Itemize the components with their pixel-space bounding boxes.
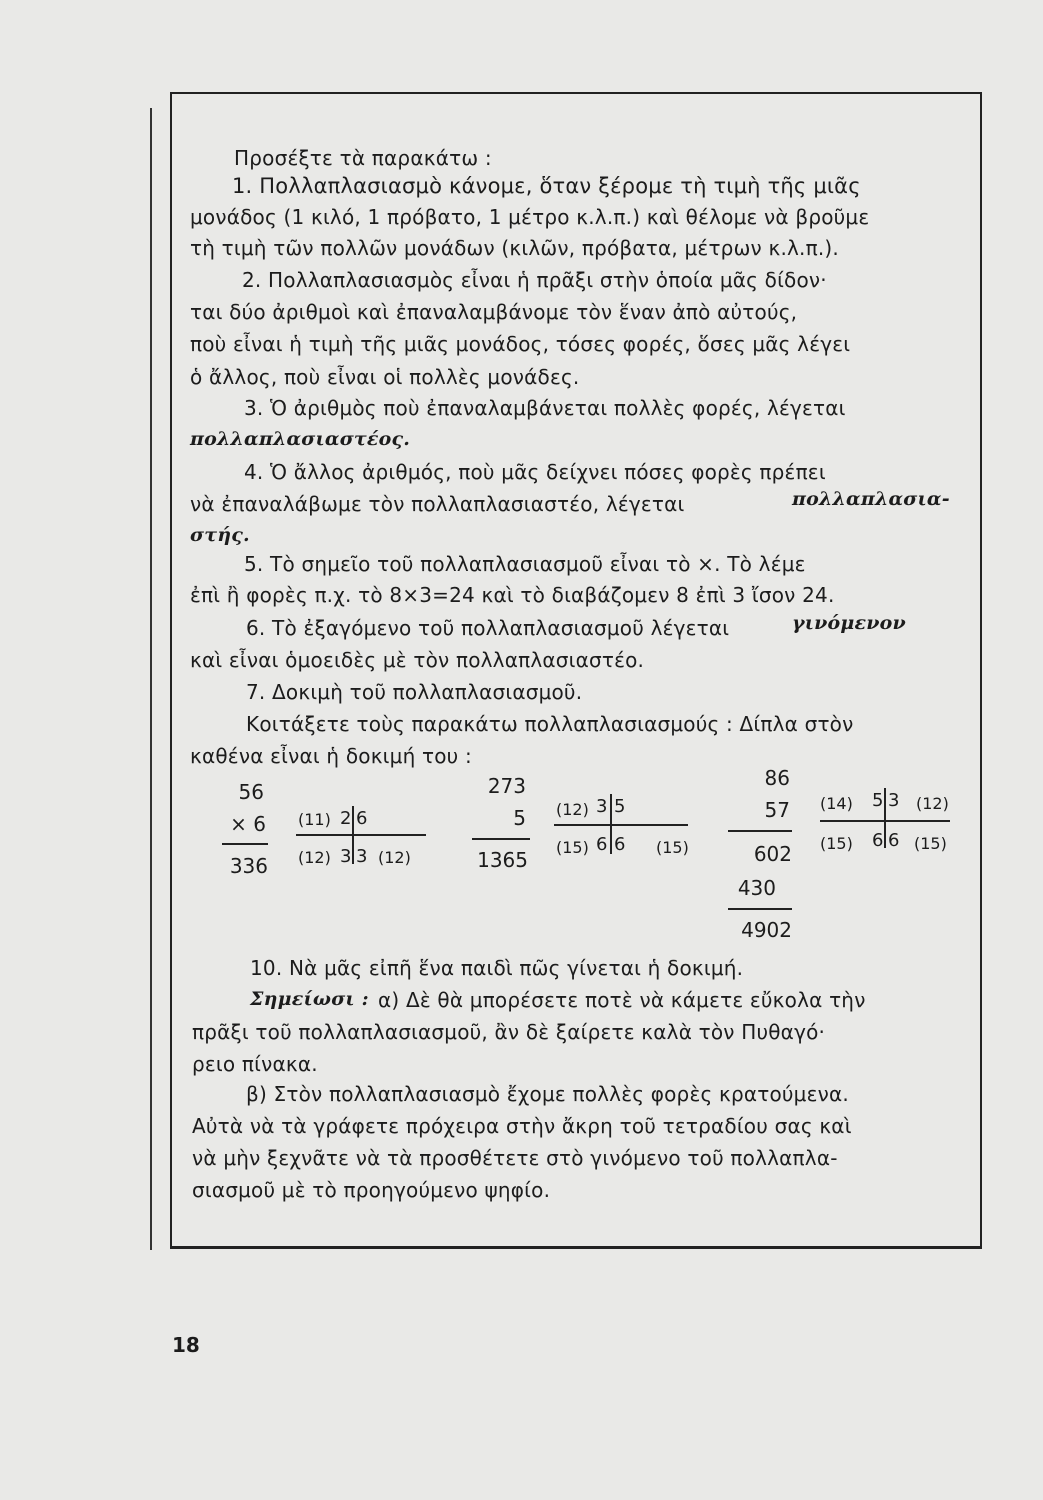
rule-2-cont: ποὺ εἶναι ἡ τιμὴ τῆς μιᾶς μονάδος, τόσες φορές, ὅσες μᾶς λέγει	[190, 332, 851, 356]
ex3-check-digit: 6	[872, 830, 884, 851]
ex2-multiplier: 5	[513, 806, 526, 830]
ex2-rule	[472, 838, 530, 840]
intro-line: Προσέξτε τὰ παρακάτω :	[234, 146, 492, 170]
note-b-cont: Αὐτὰ νὰ τὰ γράφετε πρόχειρα στὴν ἄκρη τοῦ τετραδίου σας καὶ	[192, 1114, 852, 1138]
ex1-rule	[222, 843, 268, 845]
rule-4: 4. Ὁ ἄλλος ἀριθμός, ποὺ μᾶς δείχνει πόσες φορὲς πρέπει	[244, 460, 826, 484]
rule-4-cont: νὰ ἐπαναλάβωμε τὸν πολλαπλασιαστέο, λέγεται	[190, 492, 685, 516]
ex1-check-digit: 6	[356, 808, 368, 829]
ex2-check-carry: (12)	[556, 800, 589, 819]
ex2-check-digit: 6	[596, 834, 608, 855]
rule-6: 6. Τὸ ἐξαγόμενο τοῦ πολλαπλασιασμοῦ λέγεται	[246, 616, 730, 640]
rule-2-cont: ται δύο ἀριθμοὶ καὶ ἐπαναλαμβάνομε τὸν ἕναν ἀπὸ αὐτούς,	[190, 300, 798, 324]
ex3-partial-product: 602	[753, 842, 792, 866]
rule-7: 7. Δοκιμὴ τοῦ πολλαπλασιασμοῦ.	[246, 680, 583, 704]
ex2-multiplicand: 273	[487, 774, 526, 798]
rule-5-cont: ἐπὶ ἢ φορὲς π.χ. τὸ 8×3=24 καὶ τὸ διαβάζομεν 8 ἐπὶ 3 ἴσον 24.	[190, 583, 835, 607]
note-a-cont: ρειο πίνακα.	[192, 1052, 318, 1076]
ex3-multiplicand: 86	[764, 766, 790, 790]
note-a: α) Δὲ θὰ μπορέσετε ποτὲ νὰ κάμετε εὔκολα τὴν	[378, 988, 866, 1012]
rule-1-cont: μονάδος (1 κιλό, 1 πρόβατο, 1 μέτρο κ.λ.π.) καὶ θέλομε νὰ βροῦμε	[190, 205, 870, 229]
ex2-check-digit: 6	[614, 834, 626, 855]
check-intro-cont: καθένα εἶναι ἡ δοκιμή του :	[190, 744, 472, 768]
ex2-check-carry: (15)	[556, 838, 589, 857]
rule-5: 5. Τὸ σημεῖο τοῦ πολλαπλασιασμοῦ εἶναι τὸ ×. Τὸ λέμε	[244, 552, 806, 576]
ex3-check-carry: (15)	[914, 834, 947, 853]
ex1-multiplicand: 56	[238, 780, 264, 804]
ex3-check-digit: 6	[888, 830, 900, 851]
ex2-check-digit: 3	[596, 796, 608, 817]
term-multiplier-cont: στής.	[190, 524, 250, 546]
ex2-product: 1365	[477, 848, 528, 872]
rule-6-cont: καὶ εἶναι ὁμοειδὲς μὲ τὸν πολλαπλασιαστέο.	[190, 648, 645, 672]
check-intro: Κοιτάξετε τοὺς παρακάτω πολλαπλασιασμούς : Δίπλα στὸν	[246, 712, 854, 736]
ex3-product: 4902	[741, 918, 792, 942]
term-multiplier: πολλαπλασια-	[792, 488, 950, 510]
rule-1-cont: τὴ τιμὴ τῶν πολλῶν μονάδων (κιλῶν, πρόβατα, μέτρων κ.λ.π.).	[190, 236, 839, 260]
ex1-check-digit: 3	[340, 846, 352, 867]
term-product: γινόμενον	[792, 612, 906, 634]
ex3-check-digit: 5	[872, 790, 884, 811]
rule-2: 2. Πολλαπλασιασμὸς εἶναι ἡ πρᾶξι στὴν ὁποία μᾶς δίδον·	[242, 268, 827, 292]
ex2-check-carry: (15)	[656, 838, 689, 857]
ex3-check-vertical	[884, 788, 886, 848]
ex3-check-carry: (12)	[916, 794, 949, 813]
ex3-check-carry: (14)	[820, 794, 853, 813]
ex1-multiplier: × 6	[230, 812, 266, 836]
ex2-check-digit: 5	[614, 796, 626, 817]
ex3-rule	[728, 830, 792, 832]
ex1-check-horizontal	[296, 834, 426, 836]
rule-1: 1. Πολλαπλασιασμὸ κάνομε, ὅταν ξέρομε τὴ τιμὴ τῆς μιᾶς	[232, 174, 861, 198]
rule-2-cont: ὁ ἄλλος, ποὺ εἶναι οἱ πολλὲς μονάδες.	[190, 365, 580, 389]
ex1-check-digit: 2	[340, 808, 352, 829]
rule-3: 3. Ὁ ἀριθμὸς ποὺ ἐπαναλαμβάνεται πολλὲς φορές, λέγεται	[244, 396, 846, 420]
note-a-cont: πρᾶξι τοῦ πολλαπλασιασμοῦ, ἂν δὲ ξαίρετε καλὰ τὸν Πυθαγό·	[192, 1020, 826, 1044]
page-number: 18	[172, 1333, 200, 1357]
ex1-check-carry: (12)	[298, 848, 331, 867]
ex2-check-horizontal	[554, 824, 688, 826]
ex3-rule	[728, 908, 792, 910]
ex1-product: 336	[229, 854, 268, 878]
note-label: Σημείωσι :	[250, 988, 369, 1010]
term-multiplicand: πολλαπλασιαστέος.	[190, 428, 411, 450]
note-b-cont: σιασμοῦ μὲ τὸ προηγούμενο ψηφίο.	[192, 1178, 551, 1202]
ex3-partial-product: 430	[737, 876, 776, 900]
ex1-check-carry: (12)	[378, 848, 411, 867]
ex3-check-horizontal	[820, 820, 950, 822]
ex1-check-digit: 3	[356, 846, 368, 867]
question-10: 10. Νὰ μᾶς εἰπῆ ἕνα παιδὶ πῶς γίνεται ἡ δοκιμή.	[250, 956, 744, 980]
ex3-multiplier: 57	[764, 798, 790, 822]
note-b-cont: νὰ μὴν ξεχνᾶτε νὰ τὰ προσθέτετε στὸ γινόμενο τοῦ πολλαπλα-	[192, 1146, 838, 1170]
ex3-check-carry: (15)	[820, 834, 853, 853]
ex3-check-digit: 3	[888, 790, 900, 811]
note-b: β) Στὸν πολλαπλασιασμὸ ἔχομε πολλὲς φορὲς κρατούμενα.	[246, 1082, 849, 1106]
ex1-check-carry: (11)	[298, 810, 331, 829]
